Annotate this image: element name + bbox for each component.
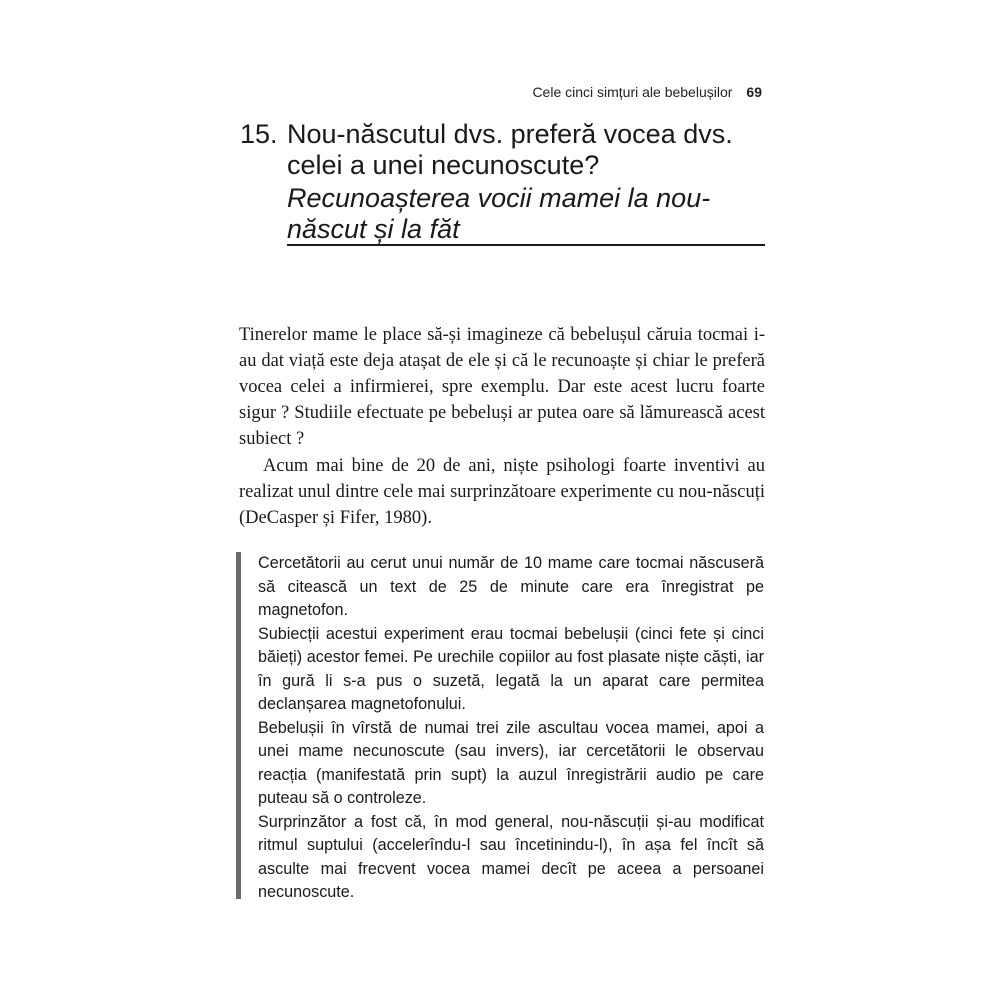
chapter-number: 15. (240, 119, 278, 149)
title-divider (287, 244, 765, 246)
box-side-bar (236, 552, 241, 899)
running-title: Cele cinci simțuri ale bebelușilor (532, 84, 733, 100)
box-paragraph: Bebelușii în vîrstă de numai trei zile ascultau vocea mamei, apoi a unei mame necunoscute (sau invers), iar cercetătorii le observau reacția (manifestată prin supt) la auzul înregistrării audio pe care puteau să o controleze. (258, 718, 764, 807)
box-paragraph: Cercetătorii au cerut unui număr de 10 mame care tocmai născuseră să citească un text de 25 de minute care era înregistrat pe magnetofon. (258, 554, 764, 619)
experiment-box (236, 552, 766, 899)
box-paragraph: Subiecții acestui experiment erau tocmai bebelușii (cinci fete și cinci băieți) acestor femei. Pe urechile copiilor au fost plasate niște căști, iar în gură li s-a pus o suzetă, legată la un aparat care permitea declanșarea magnetofonului. (258, 624, 764, 713)
chapter-title: Nou-născutul dvs. preferă vocea dvs. celei a unei necunoscute? (287, 119, 733, 180)
chapter-subtitle: Recunoașterea vocii mamei la nou-născut și la făt (287, 183, 711, 244)
box-text (258, 552, 764, 905)
body-paragraph: Tinerelor mame le place să-și imagineze că bebelușul căruia tocmai i-au dat viață este deja atașat de ele și că le recunoaște și chiar le preferă vocea celei a infirmierei, spre exemplu. Dar este acest lucru foarte sigur ? Studiile efectuate pe bebeluși ar putea oare să lămurească acest subiect ? (239, 325, 765, 449)
page-number: 69 (746, 84, 762, 100)
box-paragraph: Surprinzător a fost că, în mod general, nou-născuții și-au modificat ritmul suptului (accelerîndu-l sau încetinindu-l), în așa fel încît să asculte mai frecvent vocea mamei decît pe aceea a persoanei necunoscute. (258, 812, 764, 901)
body-paragraph: Acum mai bine de 20 de ani, niște psihologi foarte inventivi au realizat unul dintre cele mai surprinzătoare experimente cu nou-născuți (DeCasper și Fifer, 1980). (239, 456, 765, 528)
running-header (532, 84, 762, 100)
